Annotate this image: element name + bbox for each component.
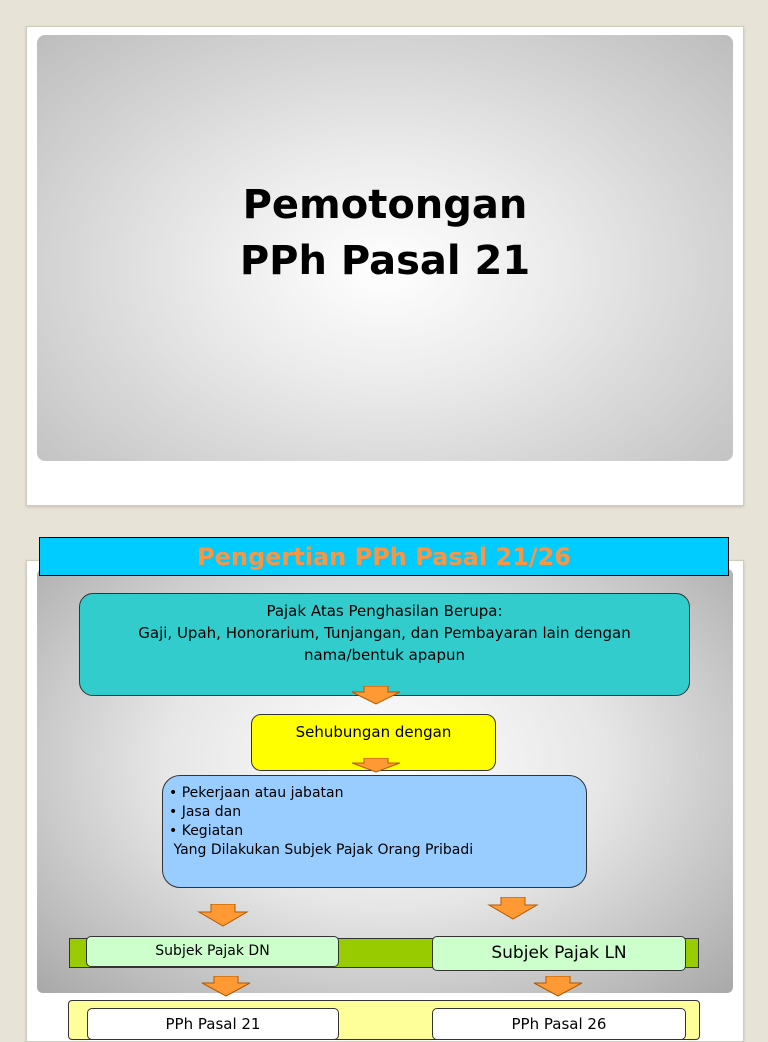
down-arrow-icon	[350, 686, 402, 706]
income-definition-line-2: Gaji, Upah, Honorarium, Tunjangan, dan Pembayaran lain dengan	[138, 624, 631, 642]
down-arrow-icon	[200, 976, 252, 998]
subjek-pajak-dn-box: Subjek Pajak DN	[86, 936, 339, 967]
title-slide-panel	[37, 35, 733, 461]
list-item: • Pekerjaan atau jabatan	[169, 785, 344, 801]
list-item: • Jasa dan	[169, 804, 242, 820]
list-item: • Kegiatan	[169, 823, 244, 839]
subjek-pajak-ln-box: Subjek Pajak LN	[432, 936, 686, 971]
activity-list-box	[162, 775, 587, 888]
down-arrow-icon	[532, 976, 584, 998]
slide-header: Pengertian PPh Pasal 21/26	[39, 537, 729, 576]
income-definition-line-3: nama/bentuk apapun	[303, 646, 466, 664]
list-footer: Yang Dilakukan Subjek Pajak Orang Pribadi	[169, 842, 474, 858]
slide-title	[37, 177, 733, 289]
down-arrow-icon	[350, 758, 402, 774]
title-slide[interactable]	[26, 26, 744, 506]
slide-title-line-2: PPh Pasal 21	[239, 238, 531, 284]
pph-pasal-21-box: PPh Pasal 21	[87, 1008, 339, 1040]
income-definition-line-1: Pajak Atas Penghasilan Berupa:	[266, 602, 503, 620]
down-arrow-icon	[487, 897, 539, 921]
income-definition-box	[79, 593, 690, 696]
sehubungan-box: Sehubungan dengan	[251, 714, 496, 771]
slide-title-line-1: Pemotongan	[242, 182, 528, 228]
pph-pasal-26-box: PPh Pasal 26	[432, 1008, 686, 1040]
down-arrow-icon	[197, 904, 249, 928]
